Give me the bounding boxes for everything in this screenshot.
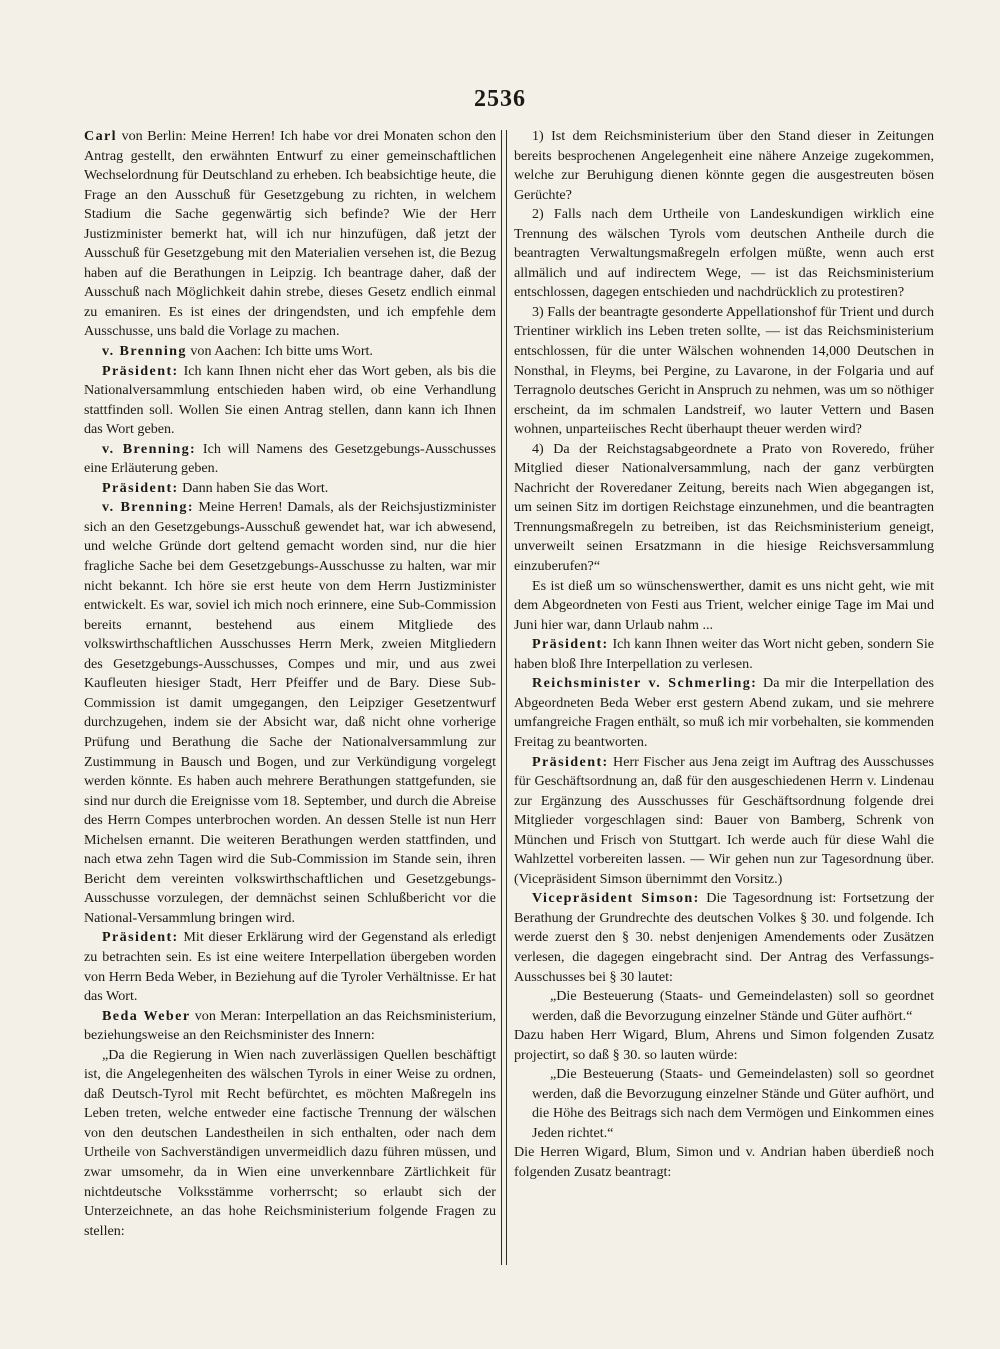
quoted-paragraph xyxy=(514,1065,934,1143)
paragraph-text: Ich kann Ihnen nicht eher das Wort geben, als bis die Nationalversammlung entschieden haben wird, ob eine Verhandlung stattfinden soll. Wollen Sie einen Antrag stellen, dann kann ich Ihnen das Wort geben. xyxy=(84,362,496,438)
paragraph-text: „Die Besteuerung (Staats- und Gemeindelasten) soll so geordnet werden, daß die Bevorzugung einzelner Stände und Güter aufhört, und die Höhe des Beitrags sich nach dem Vermögen und Einkommen eines Jeden richtet.“ xyxy=(532,1066,934,1141)
speaker-name: v. Brenning xyxy=(102,343,187,360)
paragraph xyxy=(84,342,496,362)
paragraph xyxy=(84,1007,496,1046)
paragraph xyxy=(514,127,934,205)
paragraph xyxy=(84,362,496,440)
paragraph xyxy=(514,1143,934,1182)
paragraph-text: 2) Falls nach dem Urtheile von Landeskundigen wirklich eine Trennung des wälschen Tyrols vom deutschen Antheile durch die beantragten Verwaltungsmaßregeln erfolgen müßte, wenn auch erst allmälich und auf indirectem Wege, — ist das Reichsministerium entschlossen, dagegen entschieden und nachdrücklich zu protestiren? xyxy=(514,206,934,301)
paragraph-text: von Meran: Interpellation an das Reichsministerium, beziehungsweise an den Reichsminister des Innern: xyxy=(84,1007,496,1044)
paragraph-text: Ich will Namens des Gesetzgebungs-Ausschusses eine Erläuterung geben. xyxy=(84,440,496,477)
left-column xyxy=(84,127,496,1241)
paragraph-text: Die Tagesordnung ist: Fortsetzung der Berathung der Grundrechte des deutschen Volkes § 30. und folgende. Ich werde zuerst den § 30. nebst denjenigen Amendements oder Zusätzen verlesen, die dagegen eingebracht sind. Der Antrag des Verfassungs-Ausschusses bei § 30 lautet: xyxy=(514,890,934,985)
speaker-name: Carl xyxy=(84,128,117,144)
paragraph-text: Dann haben Sie das Wort. xyxy=(178,479,329,496)
paragraph-text: Herr Fischer aus Jena zeigt im Auftrag des Ausschusses für Geschäftsordnung an, daß für den ausgeschiedenen Herrn v. Lindenau zur Ergänzung des Ausschusses für Geschäftsordnung folgende drei Mitglieder vorgeschlagen sind: Bauer von Bamberg, Schrenk von München und Frisch von Stuttgart. Ich werde auch für diese Wahl die Wahlzettel vorbereiten lassen. — Wir gehen nun zur Tagesordnung über. (Vicepräsident Simson übernimmt den Vorsitz.) xyxy=(514,753,934,887)
paragraph-text: Da mir die Interpellation des Abgeordneten Beda Weber erst gestern Abend zukam, und sie mehrere umfangreiche Fragen enthält, so muß ich mir vorbehalten, sie kommenden Freitag zu beantworten. xyxy=(514,675,934,750)
speaker-name: v. Brenning: xyxy=(102,440,197,457)
paragraph xyxy=(514,440,934,577)
paragraph-text: von Aachen: Ich bitte ums Wort. xyxy=(186,343,373,360)
paragraph-text: Mit dieser Erklärung wird der Gegenstand als erledigt zu betrachten sein. Es ist eine weitere Interpellation übergeben worden von Herrn Beda Weber, in Beziehung auf die Tyroler Verhältnisse. Er hat das Wort. xyxy=(84,929,496,1005)
paragraph xyxy=(514,205,934,303)
paragraph xyxy=(84,127,496,342)
speaker-name: Reichsminister v. Schmerling: xyxy=(532,675,758,692)
right-column xyxy=(514,127,934,1183)
paragraph xyxy=(84,1046,496,1241)
paragraph xyxy=(514,635,934,674)
paragraph xyxy=(514,577,934,636)
quoted-paragraph xyxy=(514,987,934,1026)
paragraph-text: „Die Besteuerung (Staats- und Gemeindelasten) soll so geordnet werden, daß die Bevorzugung einzelner Stände und Güter aufhört.“ xyxy=(532,988,934,1024)
paragraph xyxy=(514,753,934,890)
paragraph-text: Es ist dieß um so wünschenswerther, damit es uns nicht geht, wie mit dem Abgeordneten von Festi aus Trient, welcher einige Tage im Mai und Juni hier war, dann Urlaub nahm ... xyxy=(514,577,934,633)
speaker-name: Präsident: xyxy=(532,753,609,770)
paragraph xyxy=(514,303,934,440)
paragraph xyxy=(514,889,934,987)
paragraph-text: von Berlin: Meine Herren! Ich habe vor drei Monaten schon den Antrag gestellt, den erwähnten Entwurf zu einer gemeinschaftlichen Wechselordnung für Deutschland zu erheben. Ich beabsichtige heute, die Frage an den Ausschuß für Gesetzgebung zu richten, in welchem Stadium die Sache gegenwärtig sich befinde? Wie der Herr Justizminister bemerkt hat, will ich nur hinzufügen, daß jetzt der Ausschuß für Gesetzgebung mit den Materialien versehen ist, die Bezug haben auf die Berathungen in Leipzig. Ich beantrage daher, daß der Ausschuß nach Möglichkeit dahin strebe, dieses Gesetz endlich einmal zu emaniren. Es ist eines der dringendsten, und ich empfehle dem Ausschusse, uns bald die Vorlage zu machen. xyxy=(84,128,496,340)
paragraph xyxy=(514,674,934,752)
paragraph-text: Ich kann Ihnen weiter das Wort nicht geben, sondern Sie haben bloß Ihre Interpellation zu verlesen. xyxy=(514,636,934,672)
paragraph-text: 3) Falls der beantragte gesonderte Appellationshof für Trient und durch Trientiner wirklich ins Leben treten sollte, — ist das Reichsministerium entschlossen, für die unter Wälschen wohnenden 14,000 Deutschen in Nonsthal, in Fleyms, bei Pergine, zu Lavarone, in der Folgaria und auf Terragnolo deutsches Gericht in Anspruch zu nehmen, was um so nöthiger erscheint, da im schmalen Landstreif, wo lauter Vettern und Basen wohnen, unparteiisches Recht überhaupt theuer werden wird? xyxy=(514,303,934,438)
paragraph-text: 1) Ist dem Reichsministerium über den Stand dieser in Zeitungen bereits besprochenen Angelegenheit eine nähere Anzeige zugekommen, welche zur Beruhigung dienen könnte gegen die ausgestreuten bösen Gerüchte? xyxy=(514,128,934,203)
paragraph-text: Dazu haben Herr Wigard, Blum, Ahrens und Simon folgenden Zusatz projectirt, so daß § 30. so lauten würde: xyxy=(514,1027,934,1063)
speaker-name: v. Brenning: xyxy=(102,499,194,516)
paragraph-text: Meine Herren! Damals, als der Reichsjustizminister sich an den Gesetzgebungs-Ausschuß gewendet hat, war ich abwesend, und welche Gründe dort geltend gemacht worden sind, nur die hier fragliche Sache bei dem Gesetzgebungs-Ausschusse zu halten, war mir nicht bekannt. Ich höre sie erst heute von dem Herrn Justizminister entwickelt. Es war, soviel ich mich noch erinnere, eine Sub-Commission bereits ernannt, bestehend aus einem Mitgliede des volkswirthschaftlichen Ausschusses Herrn Merk, zweien Mitgliedern des Gesetzgebungs-Ausschusses, Compes und mir, und aus zwei Kaufleuten hiesiger Stadt, Herr Pfeiffer und de Bary. Diese Sub-Commission ist damit umgegangen, den Leipziger Gesetzentwurf durchzugehen, indem sie der Absicht war, daß nicht ohne vorherige Prüfung und Berathung die Sache der Nationalversammlung zur Zustimmung in Bausch und Bogen, und zur Verkündigung vorgelegt werden könnte. Es haben auch mehrere Berathungen stattgefunden, sie sind nur durch die Ereignisse vom 18. September, und durch die Abreise des Herrn Compes unterbrochen worden. An dessen Stelle ist nun Herr Michelsen ernannt. Die weiteren Berathungen werden stattfinden, und nach etwa zehn Tagen wird die Sub-Commission im Stande sein, ihren Bericht dem vereinten volkswirthschaftlichen und Gesetzgebungs-Ausschusse vorzulegen, der demnächst seinen Schlußbericht vor die National-Versammlung bringen wird. xyxy=(84,499,496,926)
paragraph xyxy=(84,479,496,499)
column-divider xyxy=(501,130,507,1265)
paragraph xyxy=(84,928,496,1006)
speaker-name: Präsident: xyxy=(102,479,179,496)
page-number: 2536 xyxy=(474,86,526,112)
paragraph-text: Die Herren Wigard, Blum, Simon und v. Andrian haben überdieß noch folgenden Zusatz beantragt: xyxy=(514,1144,934,1180)
speaker-name: Präsident: xyxy=(102,362,179,379)
speaker-name: Präsident: xyxy=(532,636,609,653)
speaker-name: Präsident: xyxy=(102,929,179,946)
paragraph-text: 4) Da der Reichstagsabgeordnete a Prato von Roveredo, früher Mitglied dieser Nationalversammlung, nach der ganz verbürgten Nachricht der Roveredaner Zeitung, bereits nach Wien abgegangen ist, um seinen Sitz im dortigen Reichstage einzunehmen, und die beantragten Trennungsmaßregeln zu betreiben, ist das Reichsministerium geneigt, unverweilt seinen Ersatzmann in die hiesige Reichsversammlung einzuberufen?“ xyxy=(514,440,934,575)
paragraph xyxy=(84,498,496,928)
speaker-name: Beda Weber xyxy=(102,1007,191,1024)
paragraph xyxy=(84,440,496,479)
paragraph xyxy=(514,1026,934,1065)
speaker-name: Vicepräsident Simson: xyxy=(532,890,700,907)
paragraph-text: „Da die Regierung in Wien nach zuverlässigen Quellen beschäftigt ist, die Angelegenheiten des wälschen Tyrols in einer Weise zu ordnen, daß Deutsch-Tyrol mit Recht befürchtet, es möchten Maßregeln ins Leben treten, welche entweder eine factische Trennung der wälschen von den deutschen Landestheilen in sich enthalten, oder nach dem Urtheile von Sachverständigen unvermeidlich dazu führen müssen, und zwar umsomehr, da in Wien eine unverkennbare Zärtlichkeit für nichtdeutsche Volksstämme vorherrscht; so erlaubt sich der Unterzeichnete, an das hohe Reichsministerium folgende Fragen zu stellen: xyxy=(84,1046,496,1239)
